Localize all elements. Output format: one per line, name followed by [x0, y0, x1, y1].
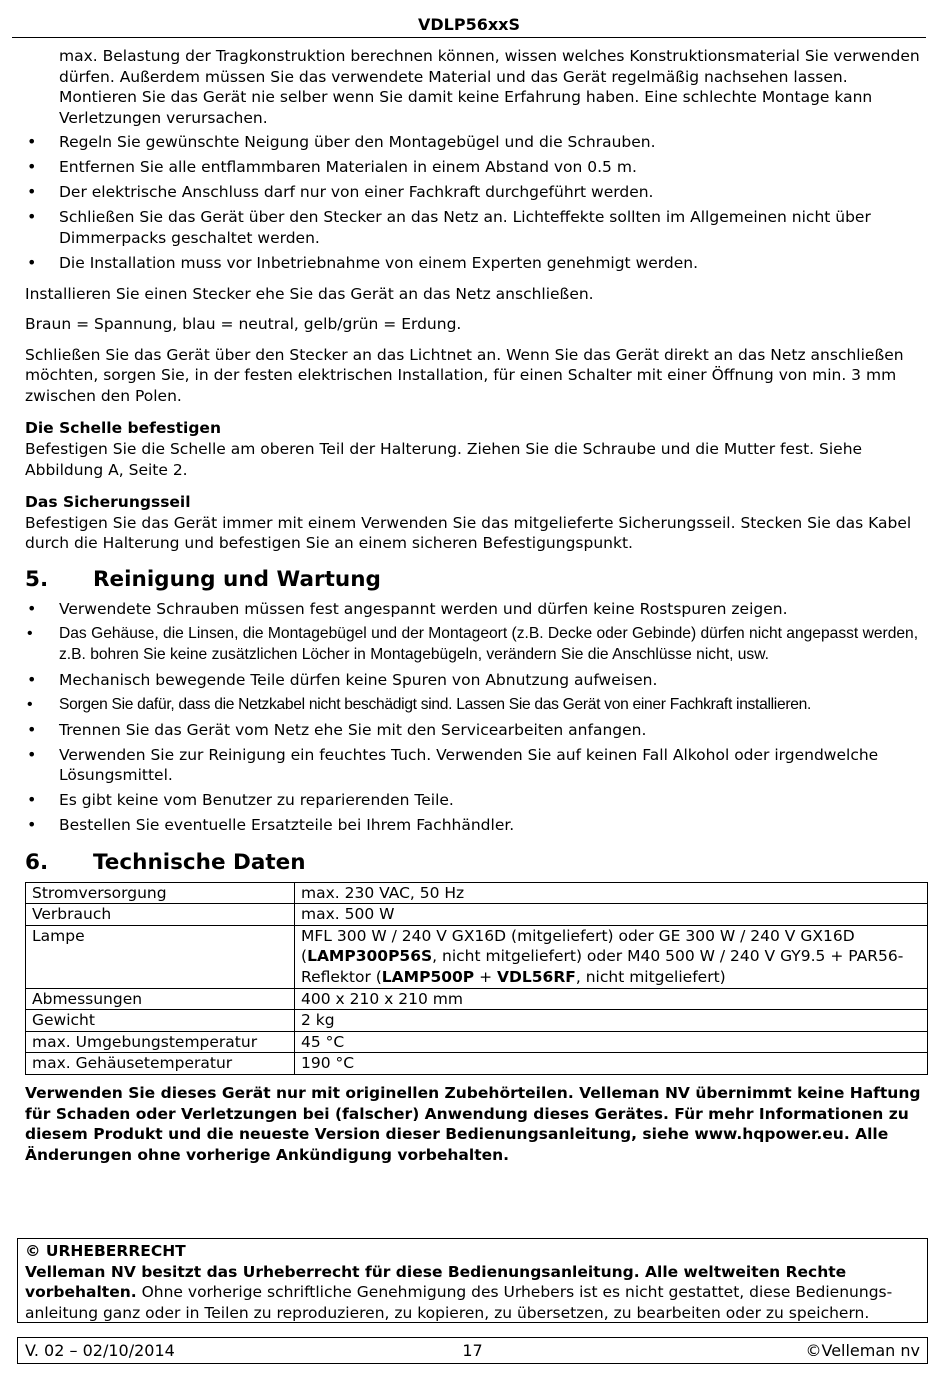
- table-row: [26, 1010, 928, 1032]
- install-bullet-list: [25, 132, 928, 273]
- safety-cable-paragraph: Befestigen Sie das Gerät immer mit einem Verwenden Sie das mitgelieferte Sicherungsseil. Stecken Sie das Kabel durch die Halterung und befestigen Sie an einem sicheren Befestigungspunkt.: [25, 513, 912, 553]
- lamp-text: , nicht mitgeliefert): [575, 968, 726, 987]
- disclaimer-paragraph: Verwenden Sie dieses Gerät nur mit originellen Zubehörteilen. Velleman NV übernimmt keine Haftung für Schaden oder Verletzungen bei (falscher) Anwendung dieses Gerätes. Für mehr Informationen zu diesem Produkt und die neueste Version dieser Bedienungsanleitung, siehe www.hqpower.eu. Alle Änderungen ohne vorherige Ankündigung vorbehalten.: [25, 1084, 921, 1164]
- table-row: [26, 988, 928, 1010]
- section-number: 6.: [25, 849, 49, 875]
- section-title: Reinigung und Wartung: [93, 567, 381, 593]
- list-item: • Der elektrische Anschluss darf nur von einer Fachkraft durchgeführt werden.: [25, 182, 928, 203]
- copyright-bold-text: Velleman NV besitzt das Urheberrecht für diese Bedienungsanleitung. Alle weltweiten Rechte vorbehalten.: [25, 1262, 847, 1302]
- list-item: • Das Gehäuse, die Linsen, die Montagebügel und der Montageort (z.B. Decke oder Gebinde) dürfen nicht angepasst werden, z.B. bohren Sie keine zusätzlichen Löcher in Montagebügeln, verändern Sie die Anschlüsse nicht, usw.: [25, 624, 928, 665]
- spec-key: Gewicht: [26, 1010, 295, 1032]
- spec-value: [295, 925, 928, 988]
- clamp-heading: Die Schelle befestigen: [25, 419, 221, 438]
- copyright-body-text: Ohne vorherige schriftliche Genehmigung des Urhebers ist es nicht gestattet, diese Bedienungs-anleitung ganz oder in Teilen zu reproduzieren, zu kopieren, zu übersetzen, zu bearbeiten oder zu speichern.: [25, 1283, 893, 1322]
- spec-key: Stromversorgung: [26, 882, 295, 904]
- maintenance-bullet-list: [25, 599, 928, 836]
- spec-key: max. Umgebungstemperatur: [26, 1031, 295, 1053]
- list-item: • Die Installation muss vor Inbetriebnahme von einem Experten genehmigt werden.: [25, 253, 928, 274]
- lamp-part-code: LAMP300P56S: [307, 947, 433, 966]
- spec-value: 400 x 210 x 210 mm: [295, 988, 928, 1010]
- table-row: [26, 1053, 928, 1075]
- specs-table: [25, 882, 928, 1075]
- lamp-text: , nicht mitgeliefert) oder M40 500 W / 240 V GY9.5 + PAR56-Reflektor (: [301, 947, 904, 987]
- copyright-box: [17, 1238, 928, 1323]
- copyright-text: [25, 1262, 920, 1324]
- wiring-paragraph: Braun = Spannung, blau = neutral, gelb/grün = Erdung.: [25, 315, 462, 334]
- lamp-plus: +: [474, 968, 498, 987]
- table-row: [26, 904, 928, 926]
- table-row: [26, 1031, 928, 1053]
- spec-value: max. 500 W: [295, 904, 928, 926]
- list-item: • Bestellen Sie eventuelle Ersatzteile bei Ihrem Fachhändler.: [25, 815, 928, 836]
- list-item: • Entfernen Sie alle entflammbaren Materialen in einem Abstand von 0.5 m.: [25, 157, 928, 178]
- section-5-heading: [25, 567, 928, 593]
- version-date: V. 02 – 02/10/2014: [25, 1341, 175, 1360]
- spec-value: 190 °C: [295, 1053, 928, 1075]
- plug-paragraph: Installieren Sie einen Stecker ehe Sie das Gerät an das Netz anschließen.: [25, 284, 594, 303]
- list-item: • Schließen Sie das Gerät über den Stecker an das Netz an. Lichteffekte sollten im Allgemeinen nicht über Dimmerpacks geschaltet werden.: [25, 207, 928, 248]
- lamp-part-code: LAMP500P: [381, 968, 475, 987]
- lamp-text: MFL 300 W / 240 V GX16D (mitgeliefert) oder GE 300 W / 240 V GX16D (: [301, 926, 855, 966]
- section-title: Technische Daten: [93, 849, 306, 875]
- spec-value: max. 230 VAC, 50 Hz: [295, 882, 928, 904]
- spec-key: Lampe: [26, 925, 295, 988]
- intro-paragraph: max. Belastung der Tragkonstruktion berechnen können, wissen welches Konstruktionsmaterial Sie verwenden dürfen. Außerdem müssen Sie das verwendete Material und das Gerät regelmäßig nachsehen lassen. Montieren Sie das Gerät nie selber wenn Sie damit keine Erfahrung haben. Eine schlechte Montage kann Verletzungen verursachen.: [59, 47, 920, 127]
- spec-key: Verbrauch: [26, 904, 295, 926]
- spec-key: Abmessungen: [26, 988, 295, 1010]
- list-item: • Es gibt keine vom Benutzer zu reparierenden Teile.: [25, 790, 928, 811]
- list-item: • Verwenden Sie zur Reinigung ein feuchtes Tuch. Verwenden Sie auf keinen Fall Alkohol oder irgendwelche Lösungsmittel.: [25, 745, 928, 786]
- list-item: • Verwendete Schrauben müssen fest angespannt werden und dürfen keine Rostspuren zeigen.: [25, 599, 928, 620]
- list-item: • Mechanisch bewegende Teile dürfen keine Spuren von Abnutzung aufweisen.: [25, 670, 928, 691]
- page-number: 17: [462, 1341, 483, 1360]
- spec-key: max. Gehäusetemperatur: [26, 1053, 295, 1075]
- brand-copyright: ©Velleman nv: [805, 1341, 920, 1360]
- spec-value: 45 °C: [295, 1031, 928, 1053]
- spec-value: 2 kg: [295, 1010, 928, 1032]
- section-6-heading: [25, 850, 928, 876]
- page-footer: [17, 1337, 928, 1364]
- mains-paragraph: Schließen Sie das Gerät über den Stecker an das Lichtnet an. Wenn Sie das Gerät direkt an das Netz anschließen möchten, sorgen Sie, in der festen elektrischen Installation, für einen Schalter mit einer Öffnung von min. 3 mm zwischen den Polen.: [25, 345, 904, 405]
- list-item: • Trennen Sie das Gerät vom Netz ehe Sie mit den Servicearbeiten anfangen.: [25, 720, 928, 741]
- copyright-title: © URHEBERRECHT: [25, 1242, 186, 1260]
- page-content: [25, 44, 928, 1165]
- list-item: • Sorgen Sie dafür, dass die Netzkabel nicht beschädigt sind. Lassen Sie das Gerät von einer Fachkraft installieren.: [25, 695, 928, 716]
- safety-cable-heading: Das Sicherungsseil: [25, 493, 191, 512]
- lamp-part-code: VDL56RF: [497, 968, 576, 987]
- clamp-paragraph: Befestigen Sie die Schelle am oberen Teil der Halterung. Ziehen Sie die Schraube und die Mutter fest. Siehe Abbildung A, Seite 2.: [25, 440, 863, 479]
- table-row: [26, 882, 928, 904]
- table-row: [26, 925, 928, 988]
- section-number: 5.: [25, 567, 49, 593]
- page-header: VDLP56xxS: [12, 12, 926, 38]
- list-item: • Regeln Sie gewünschte Neigung über den Montagebügel und die Schrauben.: [25, 132, 928, 153]
